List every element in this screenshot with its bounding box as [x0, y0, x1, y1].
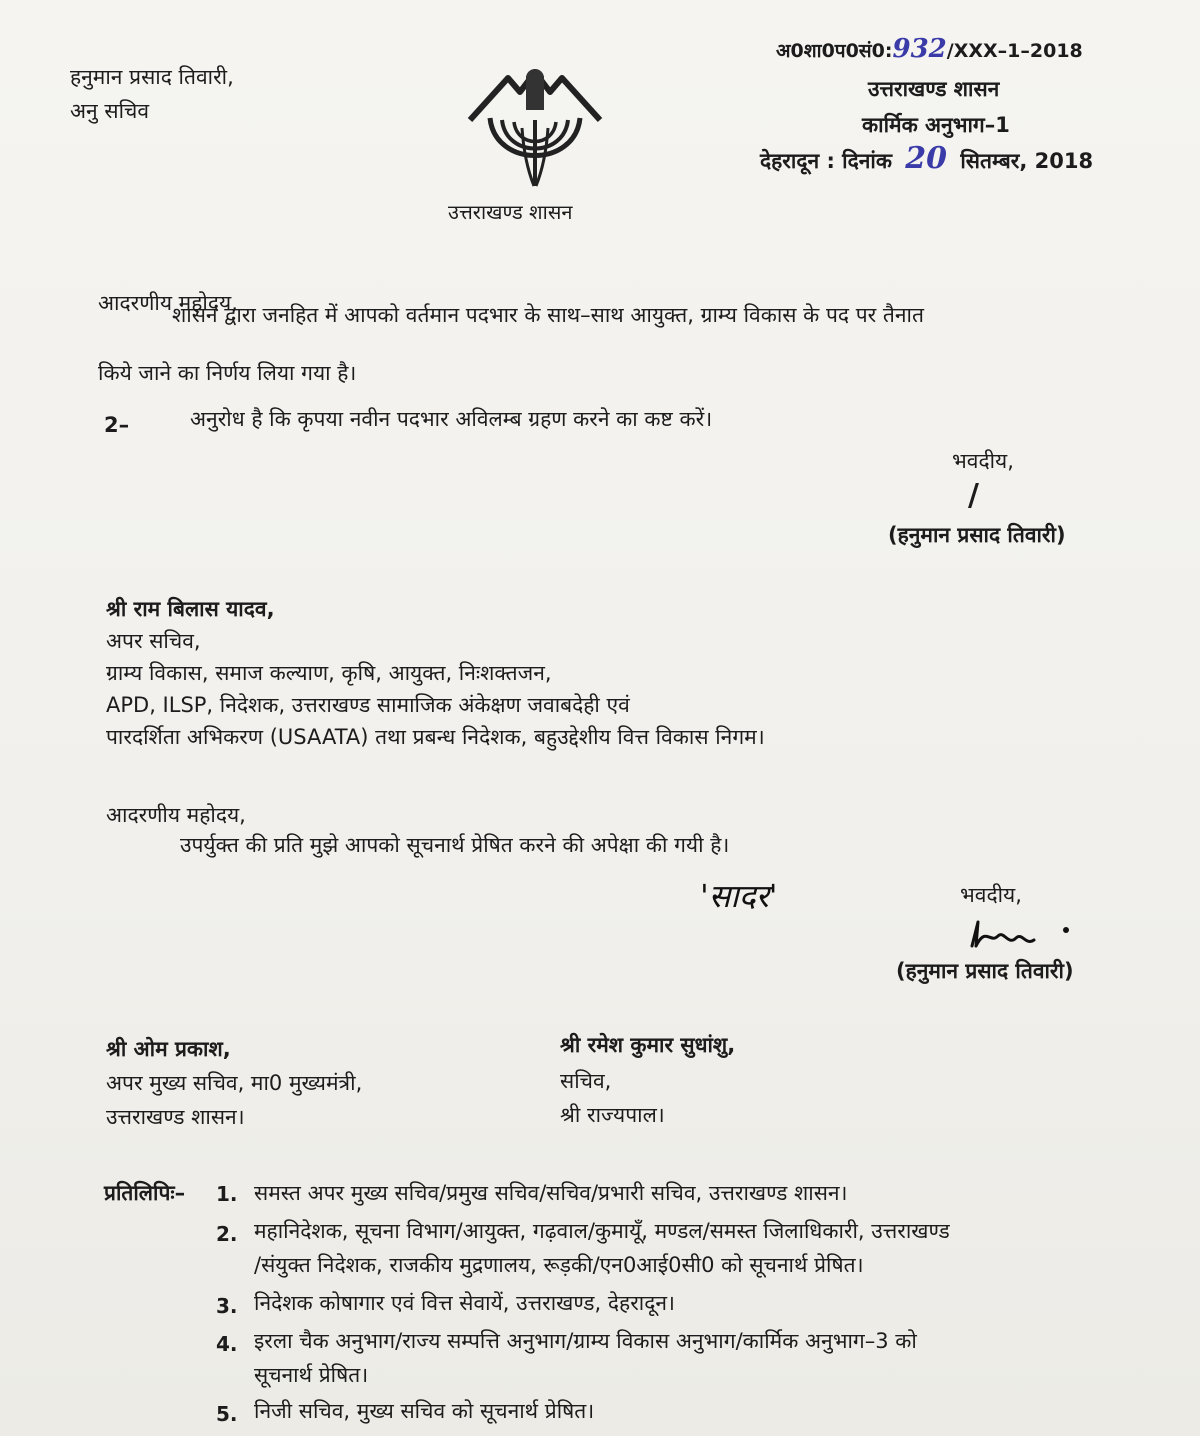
letter1-para1: शासन द्वारा जनहित में आपको वर्तमान पदभार के साथ–साथ आयुक्त, ग्राम्य विकास के पद पर तैनात [172, 303, 924, 327]
addressee-line4: पारदर्शिता अभिकरण (USAATA) तथा प्रबन्ध निदेशक, बहुउद्देशीय वित्त विकास निगम। [106, 725, 765, 749]
addressee-line2: ग्राम्य विकास, समाज कल्याण, कृषि, आयुक्त, निःशक्तजन, [106, 661, 552, 685]
sender-name: हनुमान प्रसाद तिवारी, [70, 65, 234, 89]
reference-office: उत्तराखण्ड शासन [868, 77, 1000, 101]
addressee-line1: अपर सचिव, [106, 629, 201, 653]
reference-number-line [776, 34, 1083, 66]
handwritten-signature [968, 916, 1088, 960]
reference-prefix: अ0शा0प0सं0: [776, 40, 893, 62]
copy-item-line: इरला चैक अनुभाग/राज्य सम्पत्ति अनुभाग/ग्राम्य विकास अनुभाग/कार्मिक अनुभाग–3 को [254, 1329, 917, 1353]
recipient1-line1: अपर मुख्य सचिव, मा0 मुख्यमंत्री, [106, 1071, 363, 1095]
copy-item-line: निदेशक कोषागार एवं वित्त सेवायें, उत्तराखण्ड, देहरादून। [254, 1291, 675, 1315]
letter2-salutation: आदरणीय महोदय, [106, 803, 246, 827]
copy-item-line: निजी सचिव, मुख्य सचिव को सूचनार्थ प्रेषित। [254, 1399, 595, 1423]
letter1-closing: भवदीय, [952, 449, 1014, 473]
copy-item-line: समस्त अपर मुख्य सचिव/प्रमुख सचिव/सचिव/प्रभारी सचिव, उत्तराखण्ड शासन। [254, 1181, 848, 1205]
reference-section: कार्मिक अनुभाग–1 [862, 113, 1010, 137]
letter1-para1-cont: किये जाने का निर्णय लिया गया है। [98, 361, 357, 385]
reference-suffix: /XXX–1–2018 [946, 40, 1083, 62]
letter2-signatory: (हनुमान प्रसाद तिवारी) [896, 959, 1074, 983]
recipient1-line2: उत्तराखण्ड शासन। [106, 1105, 245, 1129]
copy-item-number: 3. [216, 1294, 238, 1318]
date-prefix: देहरादून : दिनांक [760, 149, 892, 173]
handwritten-date-day: 20 [905, 141, 948, 176]
letter2-body: उपर्युक्त की प्रति मुझे आपको सूचनार्थ प्रेषित करने की अपेक्षा की गयी है। [180, 833, 730, 857]
date-suffix: सितम्बर, 2018 [960, 149, 1094, 173]
reference-date-line [760, 141, 1094, 176]
copy-item-number: 5. [216, 1402, 238, 1426]
logo-caption: उत्तराखण्ड शासन [448, 200, 573, 224]
copy-item-number: 2. [216, 1222, 238, 1246]
copy-to-label: प्रतिलिपिः– [104, 1181, 186, 1205]
recipient2-line1: सचिव, [560, 1069, 612, 1093]
copy-item-line: महानिदेशक, सूचना विभाग/आयुक्त, गढ़वाल/कुमायूँ, मण्डल/समस्त जिलाधिकारी, उत्तराखण्ड [254, 1219, 950, 1243]
recipient1-name: श्री ओम प्रकाश, [106, 1037, 231, 1061]
letter2-closing: भवदीय, [960, 883, 1022, 907]
recipient2-line2: श्री राज्यपाल। [560, 1103, 665, 1127]
copy-item-line: /संयुक्त निदेशक, राजकीय मुद्रणालय, रूड़की/एन0आई0सी0 को सूचनार्थ प्रेषित। [254, 1253, 864, 1277]
letter1-para2-number: 2– [104, 413, 130, 437]
letter1-sign-mark: / [968, 478, 979, 513]
copy-item-number: 4. [216, 1332, 238, 1356]
recipient2-name: श्री रमेश कुमार सुधांशु, [560, 1033, 736, 1057]
addressee-name: श्री राम बिलास यादव, [106, 597, 275, 621]
letter1-signatory: (हनुमान प्रसाद तिवारी) [888, 523, 1066, 547]
copy-item-number: 1. [216, 1182, 238, 1206]
handwritten-reference-number: 932 [892, 34, 947, 64]
sender-designation: अनु सचिव [70, 99, 150, 123]
letter1-salutation: आदरणीय महोदय, [98, 291, 238, 315]
copy-item-line: सूचनार्थ प्रेषित। [254, 1363, 369, 1387]
handwritten-note: 'सादर' [700, 877, 778, 915]
letter1-para2: अनुरोध है कि कृपया नवीन पदभार अविलम्ब ग्रहण करने का कष्ट करें। [190, 407, 713, 431]
addressee-line3: APD, ILSP, निदेशक, उत्तराखण्ड सामाजिक अंकेक्षण जवाबदेही एवं [106, 693, 630, 717]
